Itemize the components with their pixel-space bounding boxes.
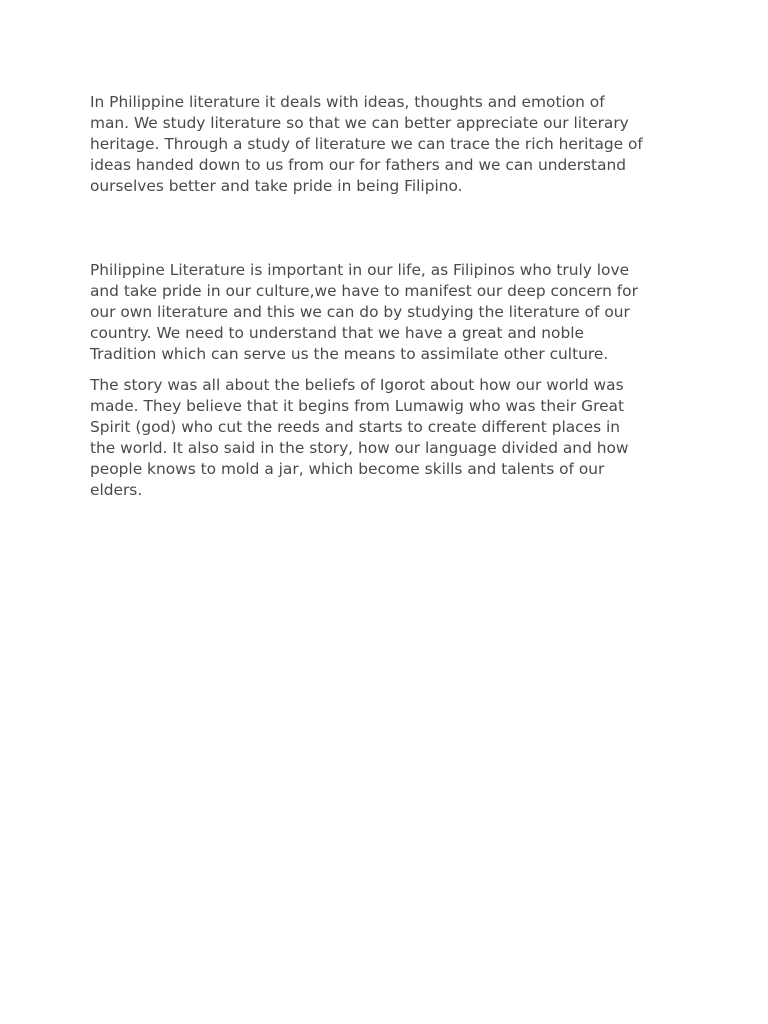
text-line: people knows to mold a jar, which become skills and talents of our: [90, 460, 605, 478]
text-line: the world. It also said in the story, how our language divided and how: [90, 439, 629, 457]
paragraph-igorot-story: [90, 375, 690, 501]
text-line: man. We study literature so that we can better appreciate our literary: [90, 114, 629, 132]
text-line: elders.: [90, 481, 143, 499]
text-line: Philippine Literature is important in our life, as Filipinos who truly love: [90, 261, 630, 279]
text-line: our own literature and this we can do by studying the literature of our: [90, 303, 630, 321]
text-line: country. We need to understand that we have a great and noble: [90, 324, 584, 342]
text-line: In Philippine literature it deals with ideas, thoughts and emotion of: [90, 93, 605, 111]
text-line: ourselves better and take pride in being Filipino.: [90, 177, 463, 195]
text-line: heritage. Through a study of literature we can trace the rich heritage of: [90, 135, 643, 153]
text-line: Tradition which can serve us the means to assimilate other culture.: [90, 345, 609, 363]
paragraph-literature-definition: [90, 92, 690, 197]
text-line: The story was all about the beliefs of Igorot about how our world was: [90, 376, 624, 394]
text-line: and take pride in our culture,we have to manifest our deep concern for: [90, 282, 638, 300]
text-line: ideas handed down to us from our for fathers and we can understand: [90, 156, 627, 174]
document-page: [90, 92, 690, 501]
paragraph-literature-importance: [90, 260, 690, 365]
text-line: Spirit (god) who cut the reeds and starts to create different places in: [90, 418, 621, 436]
text-line: made. They believe that it begins from Lumawig who was their Great: [90, 397, 624, 415]
